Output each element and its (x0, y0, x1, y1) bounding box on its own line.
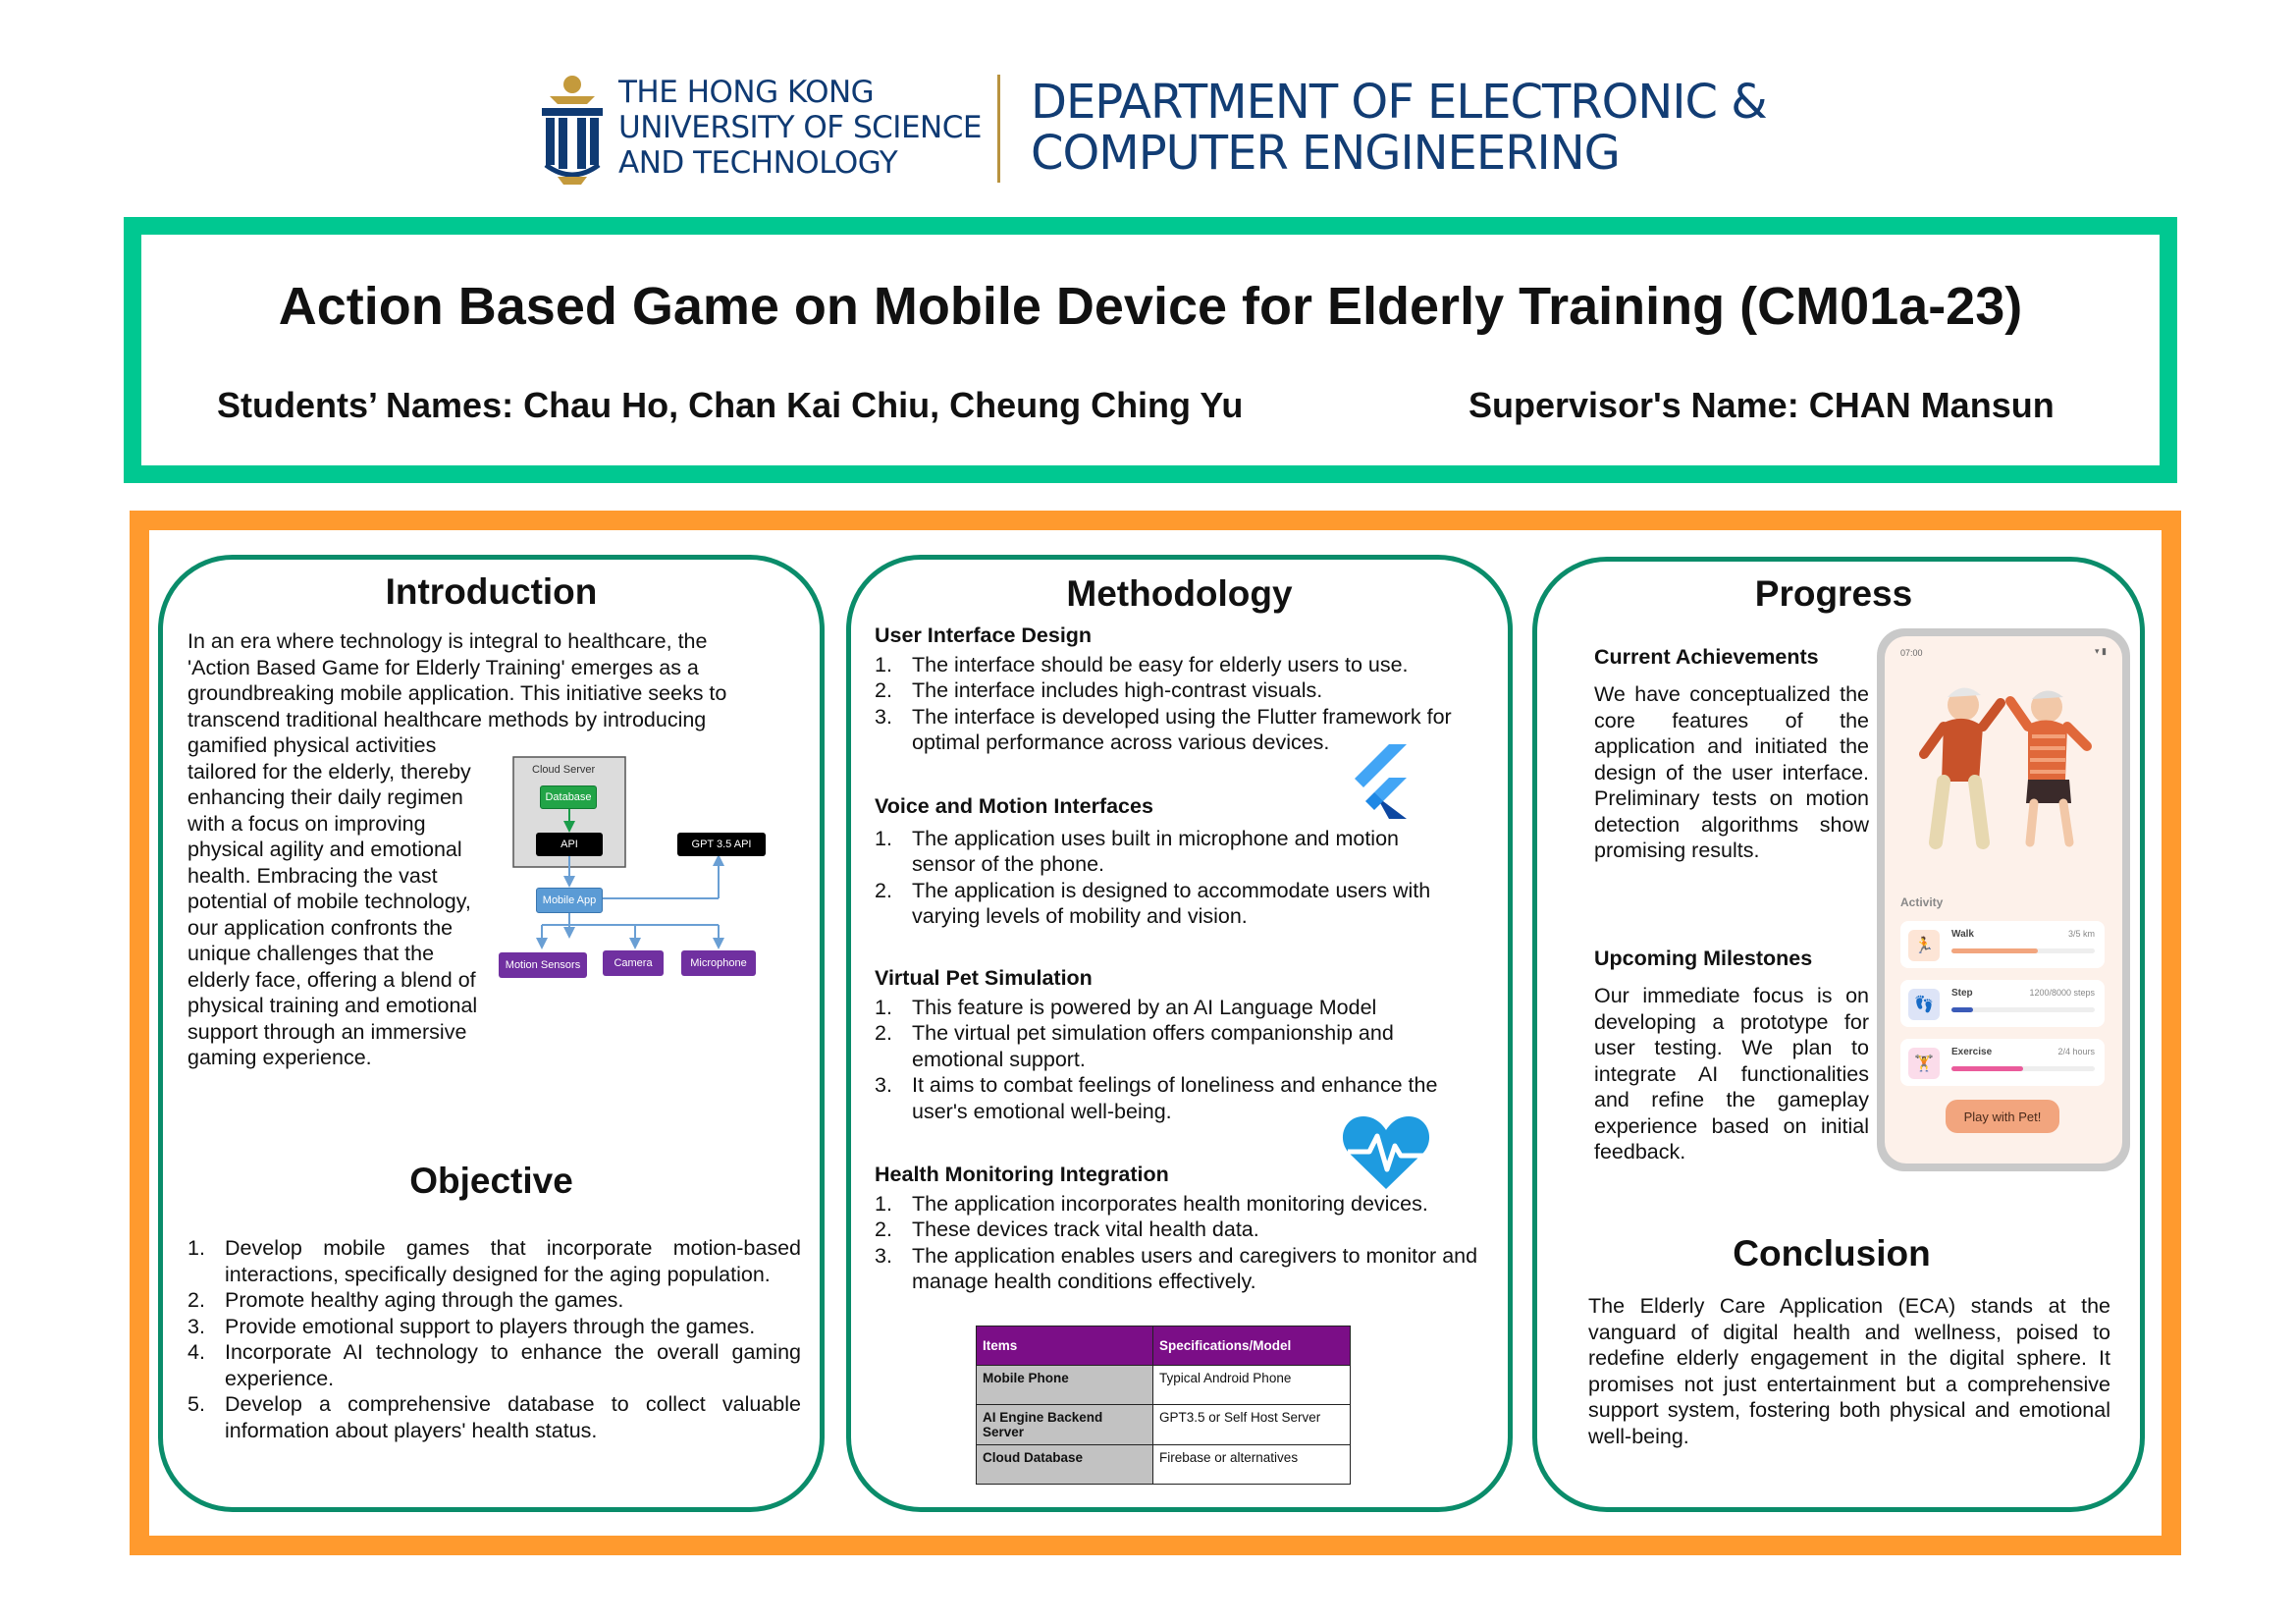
table-cell-spec: Typical Android Phone (1153, 1366, 1351, 1405)
introduction-text-narrow: gamified physical activities tailored for the elderly, thereby enhancing their daily regimen with a focus on improving physical agility and emotional health. Embracing the vast potential of mobile technology, our application confronts the unique challenges that the elderly face, offering a blend of physical training and emotional support through an immersive gaming experience. (187, 733, 478, 1069)
introduction-panel (158, 555, 825, 1512)
exercise-value: 2/4 hours (2057, 1047, 2095, 1056)
virtual-pet-title: Virtual Pet Simulation (875, 966, 1093, 990)
list-item: 2. These devices track vital health data. (875, 1218, 1259, 1241)
phone-status-icons: ▾ ▮ (2095, 646, 2107, 656)
conclusion-heading: Conclusion (1733, 1233, 1931, 1273)
list-item: 3. The interface is developed using the Flutter framework for optimal performance across various devices. (875, 704, 1452, 754)
upcoming-milestones-title: Upcoming Milestones (1594, 947, 1813, 970)
walk-label: Walk (1951, 929, 1974, 940)
elderly-exercise-illustration (1885, 666, 2122, 862)
health-list (875, 1191, 1488, 1295)
introduction-heading: Introduction (385, 571, 598, 612)
table-cell-item: AI Engine Backend Server (977, 1405, 1153, 1445)
phone-mockup (1877, 628, 2130, 1171)
objective-list (187, 1235, 801, 1443)
list-item: 2. The application is designed to accommodate users with varying levels of mobility and vision. (875, 878, 1431, 928)
introduction-text-wide: In an era where technology is integral to healthcare, the 'Action Based Game for Elderly Training' emerges as a groundbreaking mobile application. This initiative seeks to transcend traditional healthcare methods by introducing (187, 629, 727, 731)
poster-title: Action Based Game on Mobile Device for Elderly Training (CM01a-23) (278, 277, 2023, 336)
list-item: 3. The application enables users and caregivers to monitor and manage health conditions effectively. (875, 1243, 1478, 1293)
header-logo-bar (538, 75, 1775, 192)
architecture-diagram (505, 756, 777, 1006)
header-divider (997, 75, 1000, 183)
walk-icon: 🏃 (1908, 930, 1940, 961)
university-line-3: AND TECHNOLOGY (618, 145, 898, 181)
step-value: 1200/8000 steps (2029, 988, 2095, 998)
virtual-pet-section (875, 965, 1488, 1124)
step-progress-fill (1951, 1007, 1973, 1012)
current-achievements-title: Current Achievements (1594, 645, 1819, 669)
ui-design-title: User Interface Design (875, 623, 1093, 647)
list-item: 4. Incorporate AI technology to enhance the overall gaming experience. (187, 1340, 801, 1390)
phone-time: 07:00 (1900, 648, 1923, 658)
step-label: Step (1951, 988, 1973, 999)
motion-sensors-node: Motion Sensors (499, 952, 587, 978)
current-achievements-text: We have conceptualized the core features of the application and initiated the design of the user interface. Preliminary tests on motion detection algorithms show promising results. (1594, 682, 1869, 862)
supervisor-name: Supervisor's Name: CHAN Mansun (1468, 385, 2055, 425)
database-node: Database (540, 785, 597, 809)
department-name (1031, 77, 1767, 179)
list-item: 1. This feature is powered by an AI Language Model (875, 995, 1377, 1019)
list-item: 2. The virtual pet simulation offers companionship and emotional support. (875, 1021, 1394, 1071)
camera-node: Camera (603, 950, 664, 976)
table-row (977, 1405, 1351, 1445)
list-item: 3. It aims to combat feelings of loneliness and enhance the user's emotional well-being. (875, 1073, 1438, 1123)
objective-heading: Objective (409, 1161, 573, 1201)
api-node: API (536, 833, 603, 856)
list-item: 1. The application incorporates health monitoring devices. (875, 1191, 1428, 1216)
ui-design-section (875, 623, 1488, 756)
department-line-1: DEPARTMENT OF ELECTRONIC & (1031, 75, 1767, 130)
exercise-icon: 🏋 (1908, 1048, 1940, 1079)
voice-motion-title: Voice and Motion Interfaces (875, 794, 1153, 818)
specifications-table (976, 1326, 1351, 1485)
walk-card (1900, 921, 2105, 968)
activity-title: Activity (1900, 895, 1944, 909)
table-cell-item: Cloud Database (977, 1445, 1153, 1485)
list-item: 5. Develop a comprehensive database to collect valuable information about players' health status. (187, 1392, 801, 1442)
footsteps-icon: 👣 (1908, 989, 1940, 1020)
exercise-card (1900, 1039, 2105, 1086)
mobile-app-node: Mobile App (536, 888, 603, 913)
table-cell-spec: GPT3.5 or Self Host Server (1153, 1405, 1351, 1445)
table-header-spec: Specifications/Model (1153, 1326, 1351, 1366)
conclusion-text: The Elderly Care Application (ECA) stands at the vanguard of digital health and wellness, poised to redefine elderly engagement in the digital sphere. It promises not just entertainment but a comprehensive support system, fostering both physical and emotional well-being. (1588, 1294, 2110, 1448)
hkust-emblem-icon (538, 75, 607, 185)
list-item: 1. The interface should be easy for elderly users to use. (875, 652, 1409, 677)
table-row (977, 1366, 1351, 1405)
exercise-label: Exercise (1951, 1047, 1993, 1057)
table-header-items: Items (977, 1326, 1153, 1366)
progress-heading: Progress (1754, 573, 1913, 614)
step-progress-track (1951, 1007, 2095, 1012)
list-item: 1. Develop mobile games that incorporate motion-based interactions, specifically designed for the aging population. (187, 1236, 801, 1286)
title-frame (124, 217, 2177, 483)
microphone-node: Microphone (681, 950, 756, 976)
table-row (977, 1445, 1351, 1485)
health-section (875, 1162, 1488, 1295)
cloud-server-label: Cloud Server (532, 764, 596, 776)
table-cell-item: Mobile Phone (977, 1366, 1153, 1405)
university-line-2: UNIVERSITY OF SCIENCE (618, 110, 982, 145)
student-names: Students’ Names: Chau Ho, Chan Kai Chiu, Cheung Ching Yu (217, 385, 1244, 425)
university-name (618, 75, 982, 181)
methodology-panel (846, 555, 1513, 1512)
play-with-pet-button[interactable]: Play with Pet! (1946, 1100, 2059, 1133)
walk-progress-track (1951, 948, 2095, 953)
exercise-progress-track (1951, 1066, 2095, 1071)
methodology-heading: Methodology (1066, 573, 1293, 614)
ui-design-list (875, 652, 1488, 756)
upcoming-milestones-text: Our immediate focus is on developing a prototype for user testing. We plan to integrate AI functionalities and refine the gameplay experience based on initial feedback. (1594, 984, 1869, 1164)
list-item: 2. The interface includes high-contrast visuals. (875, 678, 1323, 702)
voice-motion-list (875, 826, 1488, 930)
table-header-row (977, 1326, 1351, 1366)
table-cell-spec: Firebase or alternatives (1153, 1445, 1351, 1485)
list-item: 2. Promote healthy aging through the games. (187, 1288, 624, 1312)
phone-screen (1885, 636, 2122, 1164)
exercise-progress-fill (1951, 1066, 2023, 1071)
list-item: 1. The application uses built in microphone and motion sensor of the phone. (875, 826, 1399, 876)
health-title: Health Monitoring Integration (875, 1163, 1169, 1186)
walk-progress-fill (1951, 948, 2038, 953)
virtual-pet-list (875, 995, 1488, 1125)
voice-motion-section (875, 793, 1488, 930)
walk-value: 3/5 km (2067, 929, 2095, 939)
list-item: 3. Provide emotional support to players through the games. (187, 1314, 756, 1338)
department-line-2: COMPUTER ENGINEERING (1031, 126, 1620, 181)
step-card (1900, 980, 2105, 1027)
university-line-1: THE HONG KONG (618, 75, 875, 110)
gpt-api-node: GPT 3.5 API (677, 833, 766, 856)
